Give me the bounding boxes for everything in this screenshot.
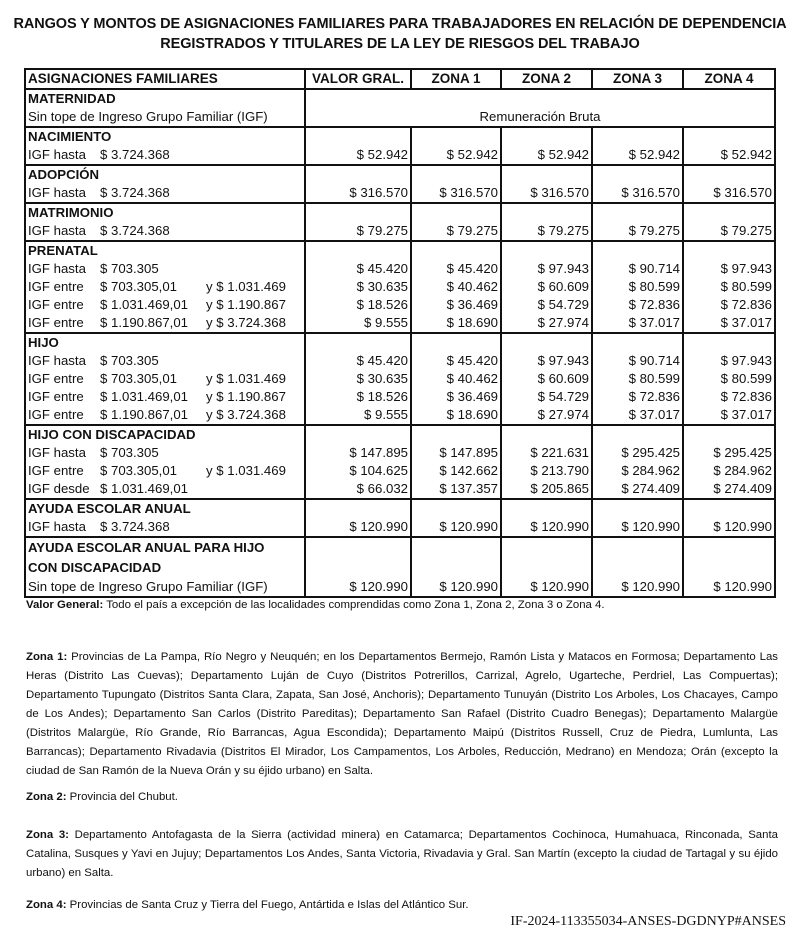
amount: $ 295.425 [713,445,772,460]
amount: $ 147.895 [439,445,498,460]
amount: $ 27.974 [537,315,589,330]
zona-4-cell [683,499,775,537]
zona-4-cell [683,241,775,333]
amount: $ 45.420 [446,353,498,368]
note-text: Departamento Antofagasta de la Sierra (actividad minera) en Catamarca; Departamentos Cochinoca, Humahuaca, Rinconada, Santa Catalina, Susques y Yavi en Jujuy; Departamentos Los Andes, Santa Victoria, Rivadavia y Gral. San Martín (excepto la ciudad de Tartagal y su éjido urbano) en Salta. [26,829,778,879]
row-label [25,127,305,165]
amount: $ 52.942 [446,147,498,162]
condition-text: Sin tope de Ingreso Grupo Familiar (IGF) [28,109,268,124]
amount: $ 284.962 [621,463,680,478]
income-range [28,296,302,314]
amount: $ 80.599 [720,371,772,386]
amount: $ 120.990 [349,519,408,534]
range-from: $ 3.724.368 [100,223,170,238]
row-label [25,333,305,425]
income-range [28,146,302,164]
valor-gral-cell [305,499,411,537]
valor-gral-cell [305,127,411,165]
income-range [28,462,302,480]
amount: $ 90.714 [628,353,680,368]
range-from: $ 703.305,01 [100,371,178,386]
amount: $ 66.032 [356,481,408,496]
amount: $ 120.990 [713,519,772,534]
row-label [25,241,305,333]
table-header-row [25,69,775,89]
income-range [28,388,302,406]
note-label: Zona 4: [26,899,67,911]
category-title: PRENATAL [28,243,98,258]
table-row-hijo [25,333,775,425]
income-range [28,314,302,332]
amount: $ 213.790 [530,463,589,478]
amount: $ 40.462 [446,279,498,294]
zona-3-cell [592,241,683,333]
amount: $ 30.635 [356,371,408,386]
zona-1-cell [411,203,501,241]
amount: $ 52.942 [356,147,408,162]
document-title [0,14,800,54]
zona-3-cell [592,203,683,241]
category-title: HIJO [28,335,59,350]
zona-4-cell [683,127,775,165]
note-label: Zona 3: [26,829,69,841]
amount: $ 316.570 [349,185,408,200]
zona-1-cell [411,425,501,499]
amount: $ 18.526 [356,389,408,404]
amount: $ 18.690 [446,315,498,330]
note-text: Todo el país a excepción de las localidades comprendidas como Zona 1, Zona 2, Zona 3 o Zona 4. [103,599,605,611]
note-zona-2 [26,788,778,807]
zona-4-cell [683,203,775,241]
amount: $ 72.836 [628,389,680,404]
table-row-prenatal [25,241,775,333]
zona-2-cell [501,241,592,333]
note-label: Zona 1: [26,651,68,663]
amount: $ 316.570 [713,185,772,200]
row-label [25,425,305,499]
merged-value-cell: Remuneración Bruta [305,89,775,127]
range-type: IGF hasta [28,223,86,238]
zona-4-cell [683,165,775,203]
range-from: $ 3.724.368 [100,185,170,200]
amount: $ 30.635 [356,279,408,294]
amount: $ 45.420 [446,261,498,276]
amount: $ 120.990 [530,519,589,534]
range-from: $ 703.305 [100,261,159,276]
zona-3-cell [592,333,683,425]
amount: $ 54.729 [537,297,589,312]
income-range [28,222,302,240]
amount: $ 142.662 [439,463,498,478]
row-label [25,537,305,597]
category-title: NACIMIENTO [28,129,112,144]
row-label [25,499,305,537]
income-range [28,352,302,370]
amount: $ 97.943 [720,353,772,368]
amount: $ 137.357 [439,481,498,496]
amount: $ 52.942 [537,147,589,162]
valor-gral-cell [305,425,411,499]
zona-2-cell [501,333,592,425]
condition-text: Sin tope de Ingreso Grupo Familiar (IGF) [28,579,268,594]
amount: $ 18.690 [446,407,498,422]
category-title: ADOPCIÓN [28,167,100,182]
amount: $ 60.609 [537,371,589,386]
range-type: IGF hasta [28,445,86,460]
range-from: $ 703.305 [100,445,159,460]
income-range [28,370,302,388]
amount: $ 72.836 [720,389,772,404]
amount: $ 18.526 [356,297,408,312]
income-range [28,518,302,536]
range-type: IGF entre [28,279,84,294]
note-zona-4 [26,896,778,915]
range-type: IGF hasta [28,261,86,276]
income-range [28,278,302,296]
amount: $ 72.836 [628,297,680,312]
range-type: IGF entre [28,371,84,386]
income-range [28,480,302,498]
range-to: y $ 1.190.867 [206,389,286,404]
amount: $ 97.943 [537,261,589,276]
amount: $ 316.570 [530,185,589,200]
zona-4-cell: $ 120.990 [683,537,775,597]
table-row-ayuda-escolar [25,499,775,537]
amount: $ 79.275 [537,223,589,238]
zona-3-cell [592,499,683,537]
zona-1-cell [411,165,501,203]
note-text: Provincias de Santa Cruz y Tierra del Fuego, Antártida e Islas del Atlántico Sur. [66,899,469,911]
range-type: IGF entre [28,297,84,312]
range-from: $ 3.724.368 [100,147,170,162]
amount: $ 205.865 [530,481,589,496]
amount: $ 97.943 [720,261,772,276]
range-from: $ 1.031.469,01 [100,389,188,404]
amount: $ 79.275 [720,223,772,238]
income-range [28,444,302,462]
valor-gral-cell [305,333,411,425]
range-to: y $ 1.031.469 [206,463,286,478]
amount: $ 72.836 [720,297,772,312]
range-from: $ 1.190.867,01 [100,315,188,330]
amount: $ 9.555 [364,407,408,422]
amount: $ 9.555 [364,315,408,330]
amount: $ 27.974 [537,407,589,422]
note-valor-general [26,596,778,615]
amount: $ 36.469 [446,297,498,312]
zona-1-cell [411,241,501,333]
amount: $ 316.570 [439,185,498,200]
range-type: IGF hasta [28,353,86,368]
zona-1-cell [411,127,501,165]
table-row-ayuda-escolar-discapacidad [25,537,775,597]
income-range [28,260,302,278]
category-title: MATERNIDAD [28,91,116,106]
amount: $ 36.469 [446,389,498,404]
amount: $ 80.599 [628,279,680,294]
amount: $ 274.409 [713,481,772,496]
amount: $ 147.895 [349,445,408,460]
header-valor-gral: VALOR GRAL. [305,69,411,89]
range-type: IGF entre [28,463,84,478]
zona-2-cell [501,425,592,499]
zona-3-cell [592,165,683,203]
zona-2-cell [501,499,592,537]
table-row-nacimiento [25,127,775,165]
range-from: $ 703.305 [100,353,159,368]
header-zona-2: ZONA 2 [501,69,592,89]
range-to: y $ 3.724.368 [206,315,286,330]
amount: $ 60.609 [537,279,589,294]
row-label [25,203,305,241]
header-zona-4: ZONA 4 [683,69,775,89]
valor-gral-cell [305,203,411,241]
table-row-maternidad [25,89,775,127]
range-from: $ 703.305,01 [100,279,178,294]
header-asignaciones: ASIGNACIONES FAMILIARES [25,69,305,89]
amount: $ 97.943 [537,353,589,368]
range-type: IGF entre [28,407,84,422]
zona-3-cell [592,425,683,499]
income-range [28,184,302,202]
zona-1-cell [411,499,501,537]
amount: $ 80.599 [720,279,772,294]
header-zona-1: ZONA 1 [411,69,501,89]
category-title: CON DISCAPACIDAD [28,560,162,575]
zona-4-cell [683,425,775,499]
table-row-matrimonio [25,203,775,241]
category-title: MATRIMONIO [28,205,114,220]
range-to: y $ 1.190.867 [206,297,286,312]
title-line-2: REGISTRADOS Y TITULARES DE LA LEY DE RIESGOS DEL TRABAJO [160,36,640,52]
amount: $ 52.942 [628,147,680,162]
amount: $ 45.420 [356,353,408,368]
zona-3-cell [592,127,683,165]
category-title: AYUDA ESCOLAR ANUAL PARA HIJO [28,540,265,555]
range-from: $ 3.724.368 [100,519,170,534]
amount: $ 79.275 [356,223,408,238]
range-from: $ 1.031.469,01 [100,481,188,496]
note-label: Zona 2: [26,791,67,803]
zona-2-cell [501,165,592,203]
note-zona-1 [26,648,778,781]
category-title: AYUDA ESCOLAR ANUAL [28,501,191,516]
amount: $ 104.625 [349,463,408,478]
valor-gral-cell [305,241,411,333]
range-type: IGF hasta [28,147,86,162]
range-to: y $ 3.724.368 [206,407,286,422]
title-line-1: RANGOS Y MONTOS DE ASIGNACIONES FAMILIARES PARA TRABAJADORES EN RELACIÓN DE DEPENDENCIA [13,16,787,32]
row-label [25,165,305,203]
note-text: Provincia del Chubut. [66,791,178,803]
amount: $ 274.409 [621,481,680,496]
range-to: y $ 1.031.469 [206,279,286,294]
range-type: IGF hasta [28,185,86,200]
amount: $ 37.017 [720,407,772,422]
zona-3-cell: $ 120.990 [592,537,683,597]
range-from: $ 1.190.867,01 [100,407,188,422]
amount: $ 90.714 [628,261,680,276]
amount: $ 52.942 [720,147,772,162]
document-reference: IF-2024-113355034-ANSES-DGDNYP#ANSES [510,914,786,929]
allowances-table [24,68,776,598]
valor-gral-cell [305,165,411,203]
zona-2-cell [501,127,592,165]
amount: $ 284.962 [713,463,772,478]
amount: $ 79.275 [446,223,498,238]
header-zona-3: ZONA 3 [592,69,683,89]
range-type: IGF desde [28,481,90,496]
zona-4-cell [683,333,775,425]
amount: $ 80.599 [628,371,680,386]
amount: $ 45.420 [356,261,408,276]
note-zona-3 [26,826,778,883]
range-type: IGF entre [28,315,84,330]
amount: $ 54.729 [537,389,589,404]
valor-gral-cell: $ 120.990 [305,537,411,597]
range-to: y $ 1.031.469 [206,371,286,386]
amount: $ 221.631 [530,445,589,460]
amount: $ 316.570 [621,185,680,200]
range-type: IGF entre [28,389,84,404]
income-range [28,406,302,424]
table-row-hijo-discapacidad [25,425,775,499]
amount: $ 37.017 [628,315,680,330]
amount: $ 120.990 [439,519,498,534]
amount: $ 295.425 [621,445,680,460]
category-title: HIJO CON DISCAPACIDAD [28,427,196,442]
amount: $ 37.017 [720,315,772,330]
zona-2-cell [501,203,592,241]
range-from: $ 703.305,01 [100,463,178,478]
zona-1-cell [411,333,501,425]
amount: $ 79.275 [628,223,680,238]
zona-1-cell: $ 120.990 [411,537,501,597]
table-row-adopcion [25,165,775,203]
zona-2-cell: $ 120.990 [501,537,592,597]
amount: $ 120.990 [621,519,680,534]
range-type: IGF hasta [28,519,86,534]
range-from: $ 1.031.469,01 [100,297,188,312]
amount: $ 37.017 [628,407,680,422]
row-label [25,89,305,127]
note-text: Provincias de La Pampa, Río Negro y Neuquén; en los Departamentos Bermejo, Ramón Lista y Matacos en Formosa; Departamento Las Heras (Distrito Las Cuevas); Departamento Luján de Cuyo (Distritos Potrerillos, Carrizal, Agrelo, Ugarteche, Perdriel, Las Compuertas); Departamento Tupungato (Distritos Santa Clara, Zapata, San José, Anchoris); Departamento Tunuyán (Distrito Los Arboles, Los Chacayes, Campo de Los Andes); Departamento San Carlos (Distrito Pareditas); Departamento San Rafael (Distrito Cuadro Benegas); Departamento Malargüe (Distritos Malargüe, Río Grande, Río Barrancas, Agua Escondida); Departamento Maipú (Distritos Russell, Cruz de Piedra, Lumlunta, Las Barrancas); Departamento Rivadavia (Distritos El Mirador, Los Campamentos, Los Arboles, Reducción, Medrano) en Mendoza; Orán (excepto la ciudad de San Ramón de la Nueva Orán y su éjido urbano) en Salta. [26,651,778,777]
amount: $ 40.462 [446,371,498,386]
note-label: Valor General: [26,599,104,611]
